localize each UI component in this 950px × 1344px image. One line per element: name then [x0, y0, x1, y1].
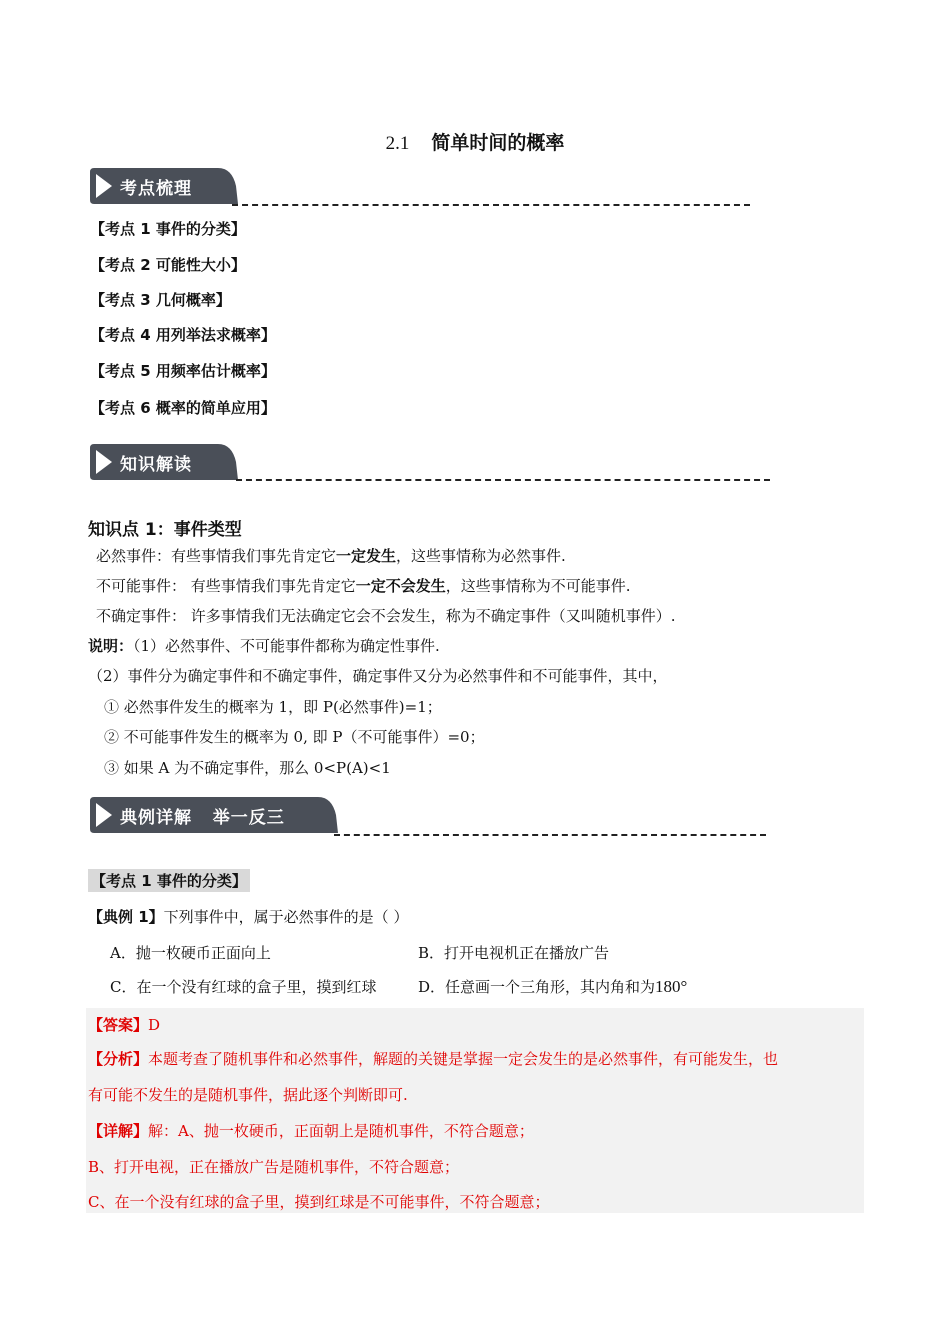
- analysis-line: 有可能不发生的是随机事件，据此逐个判断即可.: [88, 1086, 408, 1104]
- option-d-text: D．任意画一个三角形，其内角和为: [418, 978, 656, 996]
- dashed-divider: [236, 479, 770, 481]
- kaodian-item: 【考点 1 事件的分类】: [90, 220, 246, 238]
- detail-line: B、打开电视，正在播放广告是随机事件，不符合题意；: [88, 1158, 460, 1176]
- definition-line: [96, 545, 566, 566]
- kaodian-item: 【考点 4 用列举法求概率】: [90, 326, 276, 344]
- option-c: C．在一个没有红球的盒子里，摸到红球: [110, 978, 377, 996]
- question-label: 【典例 1】: [88, 908, 164, 926]
- kaodian-item: 【考点 2 可能性大小】: [90, 256, 246, 274]
- note-label: 说明：: [88, 637, 134, 655]
- dashed-divider: [334, 834, 766, 836]
- text: （1）必然事件、不可能事件都称为确定性事件.: [133, 637, 440, 655]
- page-title: [0, 128, 950, 155]
- detail-line: [88, 1120, 534, 1141]
- example-tag: 【考点 1 事件的分类】: [88, 869, 250, 892]
- definition-line: [96, 575, 631, 596]
- option-d: [418, 976, 687, 997]
- banner-label: 典例详解 举一反三: [120, 808, 285, 828]
- list-item: ③ 如果 A 为不确定事件，那么 0<P(A)<1: [104, 759, 391, 777]
- section-title: 简单时间的概率: [431, 132, 565, 154]
- question-line: [88, 906, 408, 927]
- text: ，这些事情称为必然事件.: [396, 547, 566, 565]
- answer-value: D: [148, 1016, 161, 1034]
- banner-kaodian: [90, 166, 240, 206]
- analysis-text: 本题考查了随机事件和必然事件，解题的关键是掌握一定会发生的是必然事件，有可能发生，也: [148, 1050, 779, 1068]
- option-b: B．打开电视机正在播放广告: [418, 944, 610, 962]
- answer-label: 【答案】: [88, 1016, 149, 1034]
- detail-text: 解：A、抛一枚硬币，正面朝上是随机事件，不符合题意；: [148, 1122, 534, 1140]
- banner-label: 考点梳理: [120, 179, 192, 199]
- text: ，这些事情称为不可能事件.: [445, 577, 631, 595]
- kaodian-item: 【考点 6 概率的简单应用】: [90, 399, 276, 417]
- analysis-label: 【分析】: [88, 1050, 149, 1068]
- knowledge-heading-text: 事件类型: [173, 520, 242, 540]
- kaodian-item: 【考点 3 几何概率】: [90, 291, 231, 309]
- kaodian-item: 【考点 5 用频率估计概率】: [90, 362, 276, 380]
- detail-line: C、在一个没有红球的盒子里，摸到红球是不可能事件，不符合题意；: [88, 1193, 550, 1211]
- analysis-line: [88, 1048, 778, 1069]
- definition-line: 不确定事件： 许多事情我们无法确定它会不会发生，称为不确定事件（又叫随机事件）.: [96, 607, 676, 625]
- text: 必然事件：有些事情我们事先肯定它: [96, 547, 337, 565]
- note-line: [88, 635, 440, 656]
- list-item: ② 不可能事件发生的概率为 0, 即 P（不可能事件）=0；: [104, 728, 485, 746]
- note-line: （2）事件分为确定事件和不确定事件，确定事件又分为必然事件和不可能事件，其中，: [88, 667, 668, 685]
- question-text: 下列事件中，属于必然事件的是（ ）: [163, 908, 409, 926]
- option-a: A．抛一枚硬币正面向上: [110, 944, 271, 962]
- answer-line: [88, 1014, 160, 1035]
- detail-label: 【详解】: [88, 1122, 149, 1140]
- option-d-value: 180°: [655, 977, 688, 996]
- dashed-divider: [232, 204, 750, 206]
- text: 不可能事件： 有些事情我们事先肯定它: [96, 577, 356, 595]
- banner-dianli: [90, 795, 340, 835]
- knowledge-heading-prefix: 知识点 1：: [88, 520, 174, 540]
- banner-label: 知识解读: [120, 455, 192, 475]
- section-number: 2.1: [385, 133, 410, 154]
- answer-box: [86, 1008, 864, 1213]
- banner-zhishi: [90, 442, 240, 482]
- bold-text: 一定不会发生: [355, 577, 446, 595]
- knowledge-heading: [88, 515, 242, 540]
- list-item: ① 必然事件发生的概率为 1，即 P(必然事件)=1；: [104, 698, 442, 716]
- bold-text: 一定发生: [336, 547, 397, 565]
